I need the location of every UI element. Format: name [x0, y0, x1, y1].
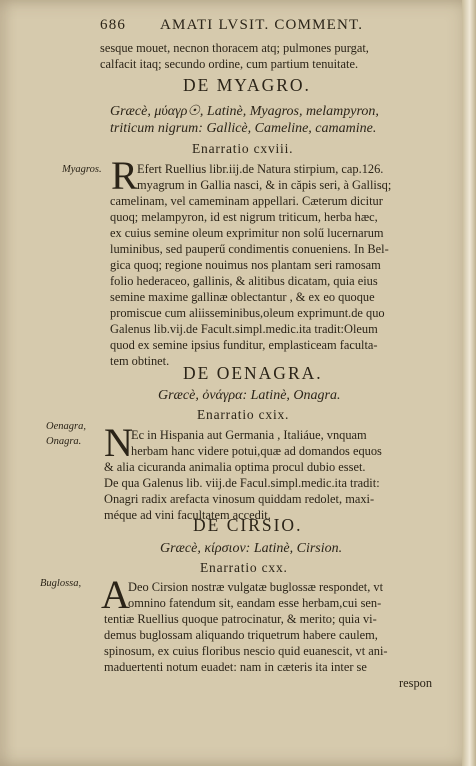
margin-note: Buglossa, — [40, 578, 82, 589]
text-line: omnino fatendum sit, eandam esse herbam,cui sen- — [128, 596, 382, 610]
section-heading: DE CIRSIO. — [193, 515, 303, 535]
text-line: tentiæ Ruellius quoque patrocinatur, & merito; quia vi- — [104, 612, 377, 626]
enarratio-heading: Enarratio cxx. — [200, 560, 288, 575]
synonyms-line: Græcè, μύαγρ☉, Latinè, Myagros, melampyron, — [110, 104, 379, 119]
text-line: myagrum in Gallia nasci, & in căpis seri, à Gallisq; — [137, 178, 392, 192]
text-line: folio hederaceo, gallinis, & alitibus dicatam, quia eius — [110, 274, 378, 288]
drop-cap: N — [104, 420, 133, 465]
enarratio-heading: Enarratio cxix. — [197, 407, 290, 422]
page-gutter — [462, 0, 476, 766]
text-line: méque ad vini facultatem accedit. — [104, 508, 271, 522]
text-line: demus buglossam aliquando triquetrum habere caulem, — [104, 628, 378, 642]
synonyms-line: Græcè, κίρσιον: Latinè, Cirsion. — [160, 541, 343, 556]
text-line: sesque mouet, necnon thoracem atq; pulmones purgat, — [100, 41, 369, 55]
text-line: tem obtinet. — [110, 354, 170, 368]
text-line: & alia cicuranda animalia optima procul dubio esset. — [104, 460, 366, 474]
text-line: herbam hanc videre potui,quæ ad domandos equos — [131, 444, 382, 458]
enarratio-heading: Enarratio cxviii. — [192, 141, 294, 156]
text-line: Onagri radix arefacta vinosum quiddam redolet, maxi- — [104, 492, 375, 506]
text-line: spinosum, ex cuius floribus nescio quid euanescit, vt ani- — [104, 644, 388, 658]
running-title: AMATI LVSIT. COMMENT. — [160, 17, 364, 33]
text-line: quod ex semine ipsius funditur, emplasticeam faculta- — [110, 338, 378, 352]
section-heading: DE MYAGRO. — [183, 75, 311, 95]
margin-note: Oenagra, — [46, 421, 86, 432]
synonyms-line: Græcè, ὀνάγρα: Latinè, Onagra. — [158, 388, 341, 403]
text-line: semine maxime gallinæ oblectantur , & ex eo quoque — [110, 290, 375, 304]
text-line: Galenus lib.vij.de Facult.simpl.medic.ita tradit:Oleum — [110, 322, 378, 336]
margin-note: Myagros. — [62, 164, 102, 175]
text-line: Efert Ruellius libr.iij.de Natura stirpium, cap.126. — [137, 162, 384, 176]
text-line: maduertenti notum euadet: nam in cæteris ita inter se — [104, 660, 367, 674]
text-line: Deo Cirsion nostræ vulgatæ buglossæ respondet, vt — [128, 580, 384, 594]
text-line: ex cuius semine oleum exprimitur non solű lucernarum — [110, 226, 384, 240]
text-line: gica quoq; regione nouimus nos plantam seri ramosam — [110, 258, 381, 272]
text-line: Ec in Hispania aut Germania , Italiáue, vnquam — [131, 428, 367, 442]
drop-cap: A — [101, 572, 130, 617]
page-number: 686 — [100, 17, 127, 33]
text-line: luminibus, sed pauperű condimentis conueniens. In Bel- — [110, 242, 389, 256]
margin-note: Onagra. — [46, 436, 82, 447]
text-line: promiscue cum aliisseminibus,oleum exprimunt.de quo — [110, 306, 385, 320]
text-line: respon — [399, 676, 433, 690]
synonyms-line: triticum nigrum: Gallicè, Cameline, camamine. — [110, 121, 377, 136]
text-line: camelinam, vel cameminam appellari. Cæterum dicitur — [110, 194, 383, 208]
section-heading: DE OENAGRA. — [183, 363, 323, 383]
text-line: calfacit itaq; secundo ordine, cum partium tenuitate. — [100, 57, 359, 71]
text-line: quoq; melampyron, id est nigrum triticum, herba hæc, — [110, 210, 378, 224]
text-line: De qua Galenus lib. viij.de Facul.simpl.medic.ita tradit: — [104, 476, 380, 490]
drop-cap: R — [111, 153, 138, 198]
